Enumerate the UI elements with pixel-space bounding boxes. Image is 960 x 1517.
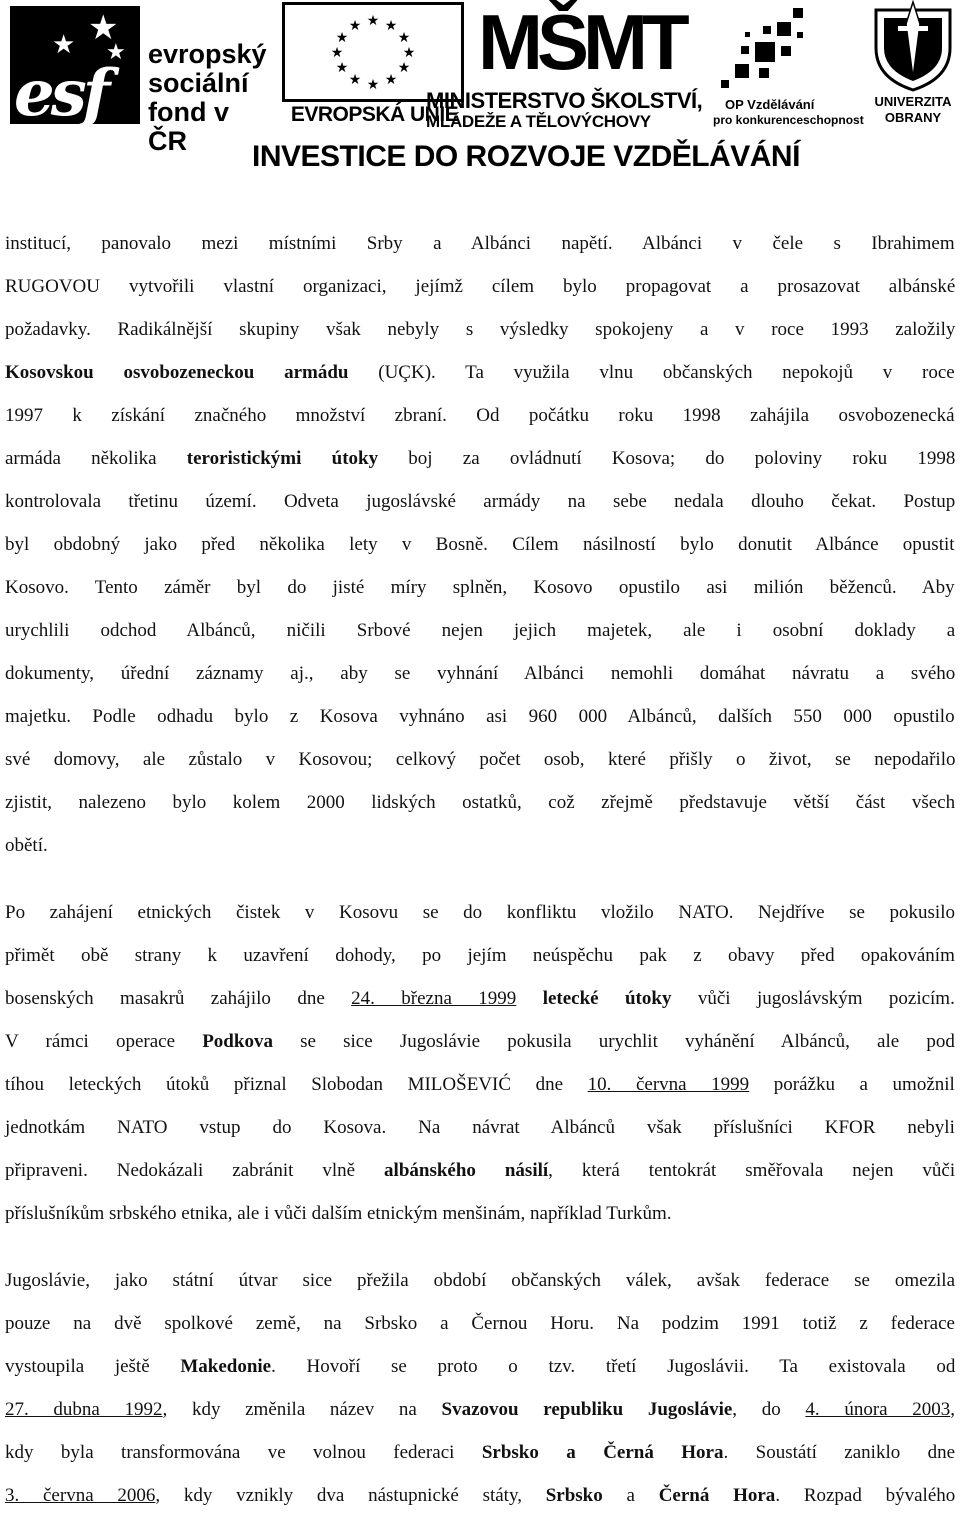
op-logo xyxy=(705,2,864,130)
paragraph-1 xyxy=(5,222,955,867)
text-line: V rámci operace Podkova se sice Jugoslávie pokusila urychlit vyhánění Albánců, ale pod xyxy=(5,1031,955,1052)
document-body xyxy=(5,222,955,1517)
date-link[interactable]: 27. dubna 1992 xyxy=(5,1399,163,1420)
text-line: Po zahájení etnických čistek v Kosovu se do konfliktu vložilo NATO. Nejdříve se pokusilo xyxy=(5,902,955,923)
svg-text:★: ★ xyxy=(335,60,349,76)
bold-term: letecké útoky xyxy=(542,988,672,1009)
esf-letters: esf xyxy=(14,56,107,131)
esf-name xyxy=(148,40,267,156)
bold-term: Podkova xyxy=(202,1031,273,1052)
svg-text:★: ★ xyxy=(330,45,344,61)
text-line: 27. dubna 1992, kdy změnila název na Svazovou republiku Jugoslávie, do 4. února 2003, xyxy=(5,1399,956,1420)
text-line: jednotkám NATO vstup do Kosova. Na návrat Albánců však příslušníci KFOR nebyli xyxy=(5,1117,955,1138)
text-line: 1997 k získání značného množství zbraní. Od počátku roku 1998 zahájila osvobozenecká xyxy=(5,405,955,426)
svg-text:★: ★ xyxy=(384,72,398,88)
text-line: připraveni. Nedokázali zabránit vlně albánského násilí, která tentokrát směřovala nejen vůči xyxy=(5,1160,956,1181)
msmt-line2: MLÁDEŽE A TĚLOVÝCHOVY xyxy=(426,112,651,131)
esf-line: sociální xyxy=(148,68,249,98)
svg-text:★: ★ xyxy=(397,30,411,46)
svg-text:★: ★ xyxy=(335,30,349,46)
bold-term: albánského násilí xyxy=(384,1160,549,1181)
text-line: byl obdobný jako před několika lety v Bosně. Cílem násilností bylo donutit Albánce opustit xyxy=(5,534,955,555)
header-logos xyxy=(0,0,960,180)
text-line: majetku. Podle odhadu bylo z Kosova vyhnáno asi 960 000 Albánců, dalších 550 000 opustilo xyxy=(5,706,955,727)
investice-banner: INVESTICE DO ROZVOJE VZDĚLÁVÁNÍ xyxy=(252,140,800,173)
text-line: 3. června 2006, kdy vznikly dva nástupnické státy, Srbsko a Černá Hora. Rozpad bývalého xyxy=(5,1485,956,1506)
date-link[interactable]: 3. června 2006 xyxy=(5,1485,156,1506)
svg-text:★: ★ xyxy=(366,13,380,29)
msmt-mark: MŠMT xyxy=(478,0,684,86)
univerzita-obrany-logo xyxy=(866,0,960,130)
text-line: požadavky. Radikálnější skupiny však nebyly s výsledky spokojeny a v roce 1993 založily xyxy=(5,319,956,340)
text-line: zjistit, nalezeno bylo kolem 2000 lidských ostatků, což zřejmě představuje větší část všech xyxy=(5,792,956,813)
bold-term: teroristickými útoky xyxy=(186,448,379,469)
paragraph-2 xyxy=(5,891,955,1235)
bold-term: Srbsko a Černá Hora xyxy=(481,1442,724,1463)
text-line: RUGOVOU vytvořili vlastní organizaci, jejímž cílem bylo propagovat a prosazovat albánské xyxy=(5,276,956,297)
bold-term: Kosovskou osvobozeneckou armádu xyxy=(5,362,349,383)
text-line: kdy byla transformována ve volnou federaci Srbsko a Černá Hora. Soustátí zaniklo dne xyxy=(5,1442,956,1463)
text-line: kontrolovala třetinu území. Odveta jugoslávské armády na sebe nedala dlouho čekat. Postup xyxy=(5,491,956,512)
text-line: Jugoslávie, jako státní útvar sice přežila období občanských válek, avšak federace se omezila xyxy=(5,1270,956,1291)
text-line: institucí, panovalo mezi místními Srby a Albánci napětí. Albánci v čele s Ibrahimem xyxy=(5,233,955,254)
bold-term: Srbsko xyxy=(545,1485,603,1506)
bold-term: Černá Hora xyxy=(658,1485,776,1506)
text-line: Kosovo. Tento záměr byl do jisté míry splněn, Kosovo opustilo asi milión běženců. Aby xyxy=(5,577,955,598)
svg-text:★: ★ xyxy=(366,77,380,93)
op-emblem-icon xyxy=(715,2,815,90)
text-line: tíhou leteckých útoků přiznal Slobodan MILOŠEVIĆ dne 10. června 1999 porážku a umožnil xyxy=(5,1074,955,1095)
svg-text:★: ★ xyxy=(397,60,411,76)
text-line: příslušníkům srbského etnika, ale i vůči dalším etnickým menšinám, například Turkům. xyxy=(5,1203,672,1224)
bold-term: Makedonie xyxy=(180,1356,272,1377)
svg-text:★: ★ xyxy=(402,45,416,61)
text-line: pouze na dvě spolkové země, na Srbsko a Černou Horu. Na podzim 1991 totiž z federace xyxy=(5,1313,955,1334)
op-line2: pro konkurenceschopnost xyxy=(713,113,864,127)
shield-icon xyxy=(870,0,956,92)
text-line: bosenských masakrů zahájilo dne 24. března 1999 letecké útoky vůči jugoslávským pozicím. xyxy=(5,988,955,1009)
text-line: obětí. xyxy=(5,835,48,856)
text-line: armáda několika teroristickými útoky boj za ovládnutí Kosova; do poloviny roku 1998 xyxy=(5,448,956,469)
esf-line: fond v ČR xyxy=(148,97,229,156)
esf-logo xyxy=(10,6,267,156)
bold-term: Svazovou republiku Jugoslávie xyxy=(441,1399,733,1420)
msmt-logo xyxy=(420,0,703,132)
text-line: vystoupila ještě Makedonie. Hovoří se proto o tzv. třetí Jugoslávii. Ta existovala od xyxy=(5,1356,956,1377)
date-link[interactable]: 10. června 1999 xyxy=(587,1074,750,1095)
text-line: urychlili odchod Albánců, ničili Srbové nejen jejich majetek, ale i osobní doklady a xyxy=(5,620,956,641)
esf-emblem: ★ ★ ★ esf xyxy=(10,6,140,124)
esf-line: evropský xyxy=(148,39,267,69)
text-line: Kosovskou osvobozeneckou armádu (UÇK). Ta využila vlnu občanských nepokojů v roce xyxy=(5,362,955,383)
text-line: své domovy, ale zůstalo v Kosovou; celkový počet osob, které přišly o život, se nepodařilo xyxy=(5,749,956,770)
svg-text:★: ★ xyxy=(384,18,398,34)
msmt-line1: MINISTERSTVO ŠKOLSTVÍ, xyxy=(426,88,703,113)
svg-text:★: ★ xyxy=(348,18,362,34)
text-line: dokumenty, úřední záznamy aj., aby se vyhnání Albánci nemohli domáhat návratu a svého xyxy=(5,663,956,684)
date-link[interactable]: 24. března 1999 xyxy=(351,988,517,1009)
text-line: přimět obě strany k uzavření dohody, po jejím neúspěchu pak z obavy před opakováním xyxy=(5,945,955,966)
op-line1: OP Vzdělávání xyxy=(725,97,815,112)
eu-label: EVROPSKÁ UNIE xyxy=(290,103,459,126)
paragraph-3 xyxy=(5,1259,955,1517)
date-link[interactable]: 4. února 2003 xyxy=(805,1399,951,1420)
univ-line1: UNIVERZITA xyxy=(874,94,952,109)
svg-text:★: ★ xyxy=(348,72,362,88)
univ-line2: OBRANY xyxy=(884,110,942,125)
